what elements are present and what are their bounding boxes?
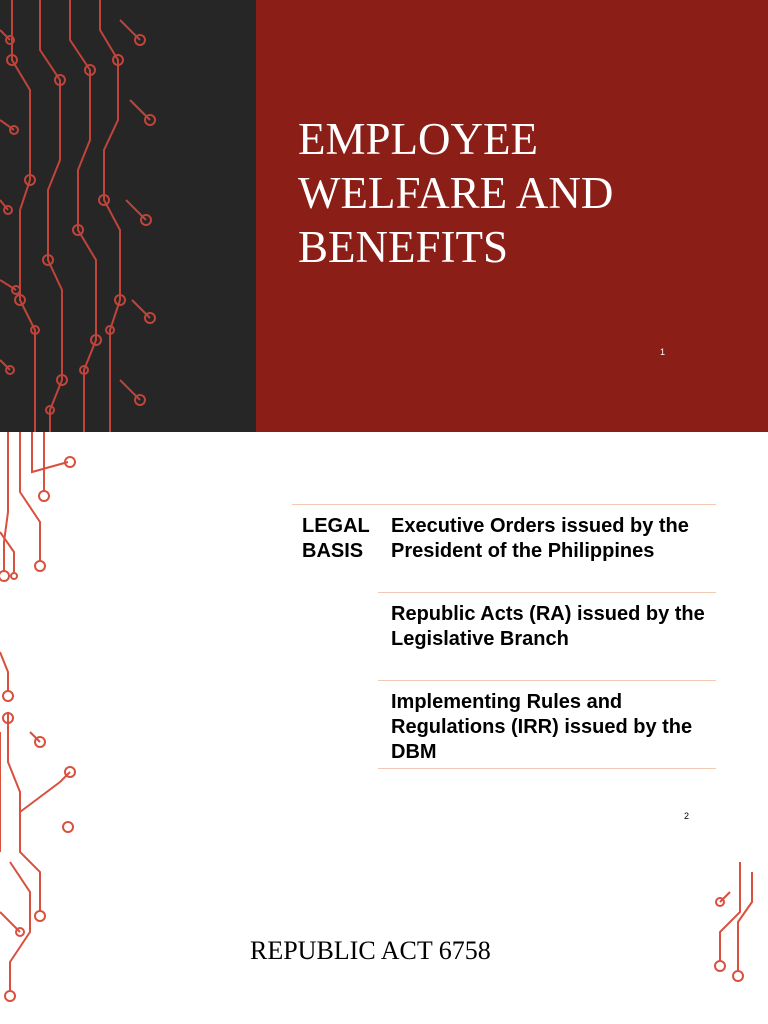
legal-basis-label: LEGAL BASIS	[302, 515, 370, 562]
next-slide-title: REPUBLIC ACT 6758	[250, 936, 491, 965]
title-panel	[256, 0, 768, 432]
title-slide	[0, 0, 768, 432]
list-item: Executive Orders issued by the President of the Philippines	[391, 515, 689, 562]
circuit-panel	[0, 0, 256, 432]
circuit-decoration-icon	[0, 0, 256, 432]
table-divider	[292, 504, 716, 505]
page-number: 1	[660, 347, 666, 357]
slide-title-line: BENEFITS	[298, 222, 509, 272]
table-divider	[378, 592, 716, 593]
slide-title	[298, 112, 738, 274]
legal-basis-slide	[0, 432, 768, 1024]
page-number: 2	[684, 811, 690, 821]
slide-title-line: EMPLOYEE	[298, 114, 538, 164]
slide-title-line: WELFARE AND	[298, 168, 614, 218]
list-item: Implementing Rules and Regulations (IRR) issued by the DBM	[391, 691, 693, 763]
list-item: Republic Acts (RA) issued by the Legislative Branch	[391, 603, 705, 650]
table-divider	[378, 768, 716, 769]
table-divider	[378, 680, 716, 681]
